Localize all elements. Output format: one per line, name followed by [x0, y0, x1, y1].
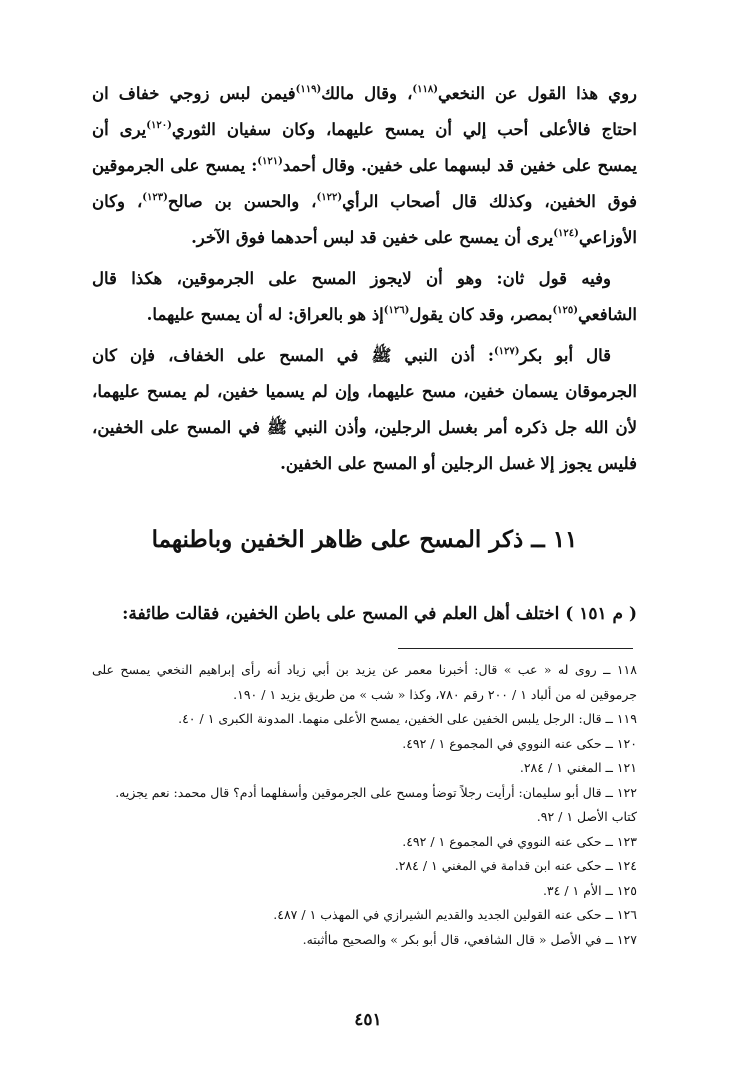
- footnote: جرموقين له من ألباد ١ / ٢٠٠ رقم ٧٨٠، وكذا « شب » من طريق يزيد ١ / ١٩٠.: [233, 686, 637, 702]
- footnote: ١٢٧ ــ في الأصل « قال الشافعي، قال أبو بكر » والصحيح ماأثبته.: [302, 931, 637, 947]
- footnote-divider: [398, 648, 633, 649]
- text-line: وفيه قول ثان: وهو أن لايجوز المسح على الجرموقين، هكذا قال: [92, 269, 611, 288]
- footnote: ١٢١ ــ المغني ١ / ٢٨٤.: [519, 760, 637, 775]
- text-line: لأن الله جل ذكره أمر بغسل الرجلين، وأذن النبي ﷺ في المسح على الخفين،: [92, 418, 637, 437]
- main-text: [92, 76, 637, 482]
- text-line: قال أبو بكر$^{(١٢٧)}$: أذن النبي ﷺ في المسح على الخفاف، فإن كان: [92, 345, 611, 365]
- text-line: احتاج فالأعلى أحب إلي أن يمسح عليهما، وكان سفيان الثوري$^{(١٢٠)}$يرى أن: [92, 119, 637, 139]
- footnotes: [92, 658, 637, 952]
- footnote: ١١٨ ــ روى له « عب » قال: أخبرنا معمر عن يزيد بن أبي زياد أنه رأى إبراهيم النخعي يمسح على: [92, 662, 637, 677]
- text-line: روي هذا القول عن النخعي$^{(١١٨)}$، وقال مالك$^{(١١٩)}$فيمن لبس زوجي خفاف ان: [92, 83, 638, 103]
- text-line: الأوزاعي$^{(١٢٤)}$يرى أن يمسح على خفين قد لبس أحدهما فوق الآخر.: [191, 227, 637, 247]
- text-line: فليس يجوز إلا غسل الرجلين أو المسح على الخفين.: [280, 454, 637, 473]
- footnote: ١٢٠ ــ حكى عنه النووي في المجموع ١ / ٤٩٢.: [402, 735, 637, 751]
- text-line: الجرموقان يسمان خفين، مسح عليهما، وإن لم يسميا خفين، لم يمسح عليهما،: [92, 382, 637, 401]
- text-line: يمسح على خفين قد لبسهما على خفين. وقال أحمد$^{(١٢١)}$: يمسح على الجرموقين: [92, 155, 638, 175]
- footnote: ١٢٥ ــ الأم ١ / ٣٤.: [542, 882, 637, 898]
- footnote: ١١٩ ــ قال: الرجل يلبس الخفين على الخفين، يمسح الأعلى منهما. المدونة الكبرى ١ / ٤٠.: [178, 711, 637, 726]
- footnote: ١٢٢ ــ قال أبو سليمان: أرأيت رجلاً توضأ ومسح على الجرموقين وأسفلهما أدم؟ قال محمد: نعم يجزيه.: [115, 784, 637, 800]
- footnote: كتاب الأصل ١ / ٩٢.: [536, 809, 637, 824]
- footnote: ١٢٤ ــ حكى عنه ابن قدامة في المغني ١ / ٢٨٤.: [394, 858, 637, 873]
- issue-heading: ( م ١٥١ ) اختلف أهل العلم في المسح على باطن الخفين، فقالت طائفة:: [122, 604, 637, 624]
- footnote: ١٢٦ ــ حكى عنه القولين الجديد والقديم الشيرازي في المهذب ١ / ٤٨٧.: [273, 907, 637, 922]
- section-heading: ١١ ــ ذكر المسح على ظاهر الخفين وباطنهما: [151, 526, 578, 553]
- text-line: الشافعي$^{(١٢٥)}$بمصر، وقد كان يقول$^{(١٢٦)}$إذ هو بالعراق: له أن يمسح عليهما.: [146, 304, 637, 324]
- page-number: ٤٥١: [354, 1010, 382, 1030]
- text-line: فوق الخفين، وكذلك قال أصحاب الرأي$^{(١٢٢)}$، والحسن بن صالح$^{(١٢٣)}$، وكان: [92, 191, 637, 211]
- footnote: ١٢٣ ــ حكى عنه النووي في المجموع ١ / ٤٩٢.: [402, 833, 637, 849]
